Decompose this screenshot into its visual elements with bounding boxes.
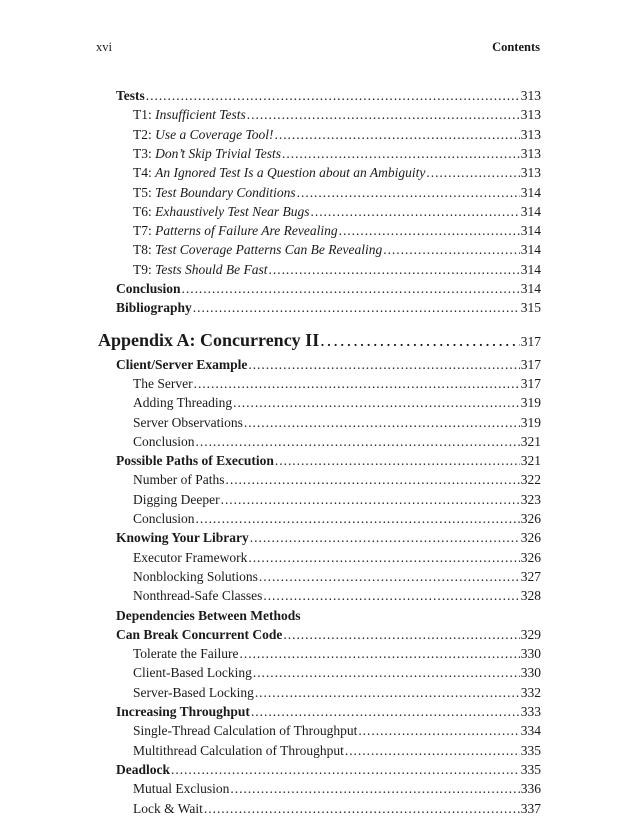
toc-entry-prefix: T6: (133, 203, 156, 219)
toc-entry-title (133, 779, 229, 798)
toc-section (116, 86, 541, 105)
dot-leader (345, 741, 520, 760)
toc-entry-text: Insufficient Tests (155, 107, 246, 123)
dot-leader (146, 86, 520, 105)
toc-page-number: 329 (520, 626, 541, 642)
toc-page-number: 321 (520, 453, 541, 469)
toc-entry-title (116, 625, 282, 644)
toc-subsection (133, 490, 541, 509)
toc-entry-text: Use a Coverage Tool! (155, 126, 274, 142)
toc-entry-title (133, 183, 296, 202)
toc-entry-title (133, 240, 382, 259)
toc-entry-title (133, 799, 203, 818)
dot-leader (196, 509, 520, 528)
toc-entry-prefix: T8: (133, 242, 156, 258)
toc-entry-title (133, 221, 338, 240)
toc-subsection (133, 221, 541, 240)
toc-entry-text: Exhaustively Test Near Bugs (155, 203, 310, 219)
toc-entry-text: Bibliography (116, 300, 192, 316)
toc-entry-prefix: T1: (133, 107, 156, 123)
toc-entry-title (116, 86, 145, 105)
dot-leader (230, 779, 519, 798)
toc-entry-text: Possible Paths of Execution (116, 453, 274, 469)
toc-entry-text: Number of Paths (133, 472, 225, 488)
toc-entry-text: Server-Based Locking (133, 684, 254, 700)
toc-entry-title (116, 298, 192, 317)
toc-page-number: 336 (520, 781, 541, 797)
dot-leader (320, 328, 520, 352)
toc-page-number: 319 (520, 414, 541, 430)
toc-page-number: 314 (520, 281, 541, 296)
dot-leader (259, 567, 520, 586)
toc-entry-text: Nonthread-Safe Classes (133, 588, 263, 604)
toc-page-number: 314 (520, 242, 541, 258)
toc-section (116, 451, 541, 470)
toc-subsection (133, 202, 541, 221)
dot-leader (240, 644, 520, 663)
toc-entry-text: Conclusion (116, 281, 181, 296)
toc-entry-title (116, 702, 250, 721)
dot-leader (253, 663, 520, 682)
dot-leader (233, 393, 520, 412)
dot-leader (248, 355, 519, 374)
toc-page-number: 337 (520, 800, 541, 816)
toc-entry-text: The Server (133, 375, 193, 391)
toc-entry-text: Deadlock (116, 761, 170, 777)
toc-entry-prefix: T7: (133, 223, 156, 239)
dot-leader (194, 374, 520, 393)
toc-page-number: 333 (520, 704, 541, 719)
toc-entry-text: Digging Deeper (133, 491, 220, 507)
toc-subsection (133, 509, 541, 528)
toc-entry-text: Test Boundary Conditions (155, 184, 296, 200)
toc-subsection (133, 260, 541, 279)
toc-entry-title (133, 586, 262, 605)
dot-leader (311, 202, 520, 221)
dot-leader (193, 298, 520, 317)
toc-entry-text: Adding Threading (133, 395, 233, 411)
dot-leader (282, 144, 520, 163)
dot-leader (221, 490, 520, 509)
toc-entry-text: Mutual Exclusion (133, 781, 230, 797)
toc-page-number: 313 (520, 126, 541, 142)
toc-entry-title (133, 260, 268, 279)
toc-entry-text: Executor Framework (133, 549, 248, 565)
toc-entry-title (133, 105, 246, 124)
toc-entry-text: Server Observations (133, 414, 243, 430)
toc-entry-title (133, 567, 258, 586)
toc-entry-title (133, 202, 310, 221)
toc-page-number: 326 (520, 549, 541, 565)
toc-page-number: 313 (520, 88, 541, 103)
dot-leader (275, 451, 520, 470)
dot-leader (339, 221, 520, 240)
toc-page-number: 335 (520, 742, 541, 758)
toc-page-number: 326 (520, 511, 541, 526)
toc-entry-title (116, 451, 274, 470)
toc-page-number: 328 (520, 588, 541, 604)
dot-leader (269, 260, 520, 279)
toc-section (116, 355, 541, 374)
toc-entry-title (116, 528, 249, 547)
toc-section (116, 279, 541, 298)
toc-page-number: 327 (520, 568, 541, 584)
toc-page-number: 313 (520, 145, 541, 161)
toc-entry-title (98, 328, 319, 352)
toc-entry-title (133, 548, 247, 567)
toc-entry-prefix: T9: (133, 261, 156, 277)
toc-entry-title (116, 279, 181, 298)
dot-leader (247, 105, 520, 124)
toc-entry-title (133, 509, 195, 528)
toc-page-number: 313 (520, 165, 541, 181)
dot-leader (383, 240, 520, 259)
running-head: Contents (492, 40, 540, 54)
toc-page-number: 321 (520, 433, 541, 449)
toc-page-number: 314 (520, 223, 541, 239)
toc-subsection (133, 240, 541, 259)
toc-subsection (133, 663, 541, 682)
page-header (96, 40, 540, 58)
toc-entry-title (133, 644, 239, 663)
toc-chapter (98, 328, 541, 352)
toc-entry-text: Patterns of Failure Are Revealing (155, 223, 338, 239)
toc-entry-text: Test Coverage Patterns Can Be Revealing (155, 242, 383, 258)
toc-page-number: 332 (520, 684, 541, 700)
dot-leader (182, 279, 520, 298)
toc-subsection (133, 105, 541, 124)
toc-entry-title (133, 393, 232, 412)
toc-entry-text: Conclusion (133, 511, 195, 526)
dot-leader (248, 548, 519, 567)
toc-subsection (133, 741, 541, 760)
toc-entry-title (116, 760, 170, 779)
dot-leader (426, 163, 519, 182)
toc-subsection (133, 432, 541, 451)
toc-section (116, 528, 541, 547)
dot-leader (275, 125, 520, 144)
toc-entry-title (133, 374, 193, 393)
toc-entry-text: Lock & Wait (133, 800, 203, 816)
toc-section (116, 760, 541, 779)
toc-entry-text: An Ignored Test Is a Question about an Ambiguity (155, 165, 426, 181)
toc-page-number: 314 (520, 184, 541, 200)
toc-page-number: 322 (520, 472, 541, 488)
toc-entry-text: Appendix A: Concurrency II (98, 329, 320, 350)
toc-page-number: 317 (520, 333, 541, 349)
toc-page-number: 317 (520, 375, 541, 391)
toc-subsection (133, 779, 541, 798)
toc-entry-text: Knowing Your Library (116, 530, 249, 546)
dot-leader (196, 432, 520, 451)
toc-page-number: 335 (520, 761, 541, 777)
toc-entry-prefix: T5: (133, 184, 156, 200)
toc-page-number: 330 (520, 665, 541, 681)
toc-page-number: 330 (520, 646, 541, 662)
toc-entry-text: Conclusion (133, 433, 195, 449)
toc-entry-text: Tests (116, 88, 145, 103)
toc-subsection (133, 683, 541, 702)
toc-entry-title (133, 721, 357, 740)
toc-subsection (133, 163, 541, 182)
toc-entry-text: Increasing Throughput (116, 704, 250, 719)
toc-page-number: 326 (520, 530, 541, 546)
toc-subsection (133, 721, 541, 740)
toc-entry-prefix: T2: (133, 126, 156, 142)
toc-entry-title (133, 683, 254, 702)
toc-entry-title (133, 432, 195, 451)
dot-leader (244, 413, 520, 432)
dot-leader (226, 470, 520, 489)
toc-entry-title (116, 355, 247, 374)
toc-page-number: 317 (520, 356, 541, 372)
dot-leader (297, 183, 520, 202)
toc-entry-title (133, 490, 220, 509)
toc-subsection (133, 144, 541, 163)
toc-page-number: 313 (520, 107, 541, 123)
toc-subsection (133, 125, 541, 144)
toc-subsection (133, 644, 541, 663)
toc-entry-title (133, 413, 243, 432)
toc-subsection (133, 374, 541, 393)
toc-section (116, 298, 541, 317)
toc-entry-text: Client/Server Example (116, 356, 248, 372)
toc-subsection (133, 470, 541, 489)
toc-section (116, 606, 541, 625)
toc-entry-title (133, 741, 344, 760)
toc-page-number: 319 (520, 395, 541, 411)
toc-page-number: 314 (520, 261, 541, 277)
toc-page-number: 314 (520, 203, 541, 219)
toc-entry-title (133, 663, 252, 682)
toc-entry-title (133, 470, 225, 489)
dot-leader (255, 683, 520, 702)
toc-subsection (133, 548, 541, 567)
toc-entry-title (133, 144, 281, 163)
toc-entry-title (133, 163, 425, 182)
toc-subsection (133, 567, 541, 586)
dot-leader (171, 760, 520, 779)
toc-entry-text: Dependencies Between Methods (116, 607, 301, 623)
dot-leader (204, 799, 520, 818)
toc-subsection (133, 183, 541, 202)
toc-entry-text: Don’t Skip Trivial Tests (155, 145, 282, 161)
toc-entry-text: Client-Based Locking (133, 665, 252, 681)
toc-subsection (133, 799, 541, 818)
toc-entry-title (133, 125, 274, 144)
toc-subsection (133, 393, 541, 412)
toc-entry-prefix: T4: (133, 165, 156, 181)
toc-section (116, 702, 541, 721)
dot-leader (358, 721, 519, 740)
dot-leader (263, 586, 519, 605)
toc-subsection (133, 413, 541, 432)
toc-page-number: 323 (520, 491, 541, 507)
dot-leader (250, 528, 520, 547)
toc-entry-text: Tolerate the Failure (133, 646, 239, 662)
toc-entry-title (116, 606, 300, 625)
toc-entry-prefix: T3: (133, 145, 156, 161)
toc-entry-text: Multithread Calculation of Throughput (133, 742, 344, 758)
toc-page-number: 315 (520, 300, 541, 316)
toc-section (116, 625, 541, 644)
toc-page-number: 334 (520, 723, 541, 739)
toc-entry-text: Tests Should Be Fast (155, 261, 268, 277)
toc-entry-text: Nonblocking Solutions (133, 568, 258, 584)
toc-subsection (133, 586, 541, 605)
page-number: xvi (96, 40, 112, 54)
toc-entry-text: Single-Thread Calculation of Throughput (133, 723, 358, 739)
dot-leader (283, 625, 519, 644)
dot-leader (251, 702, 520, 721)
toc-entry-text: Can Break Concurrent Code (116, 626, 283, 642)
